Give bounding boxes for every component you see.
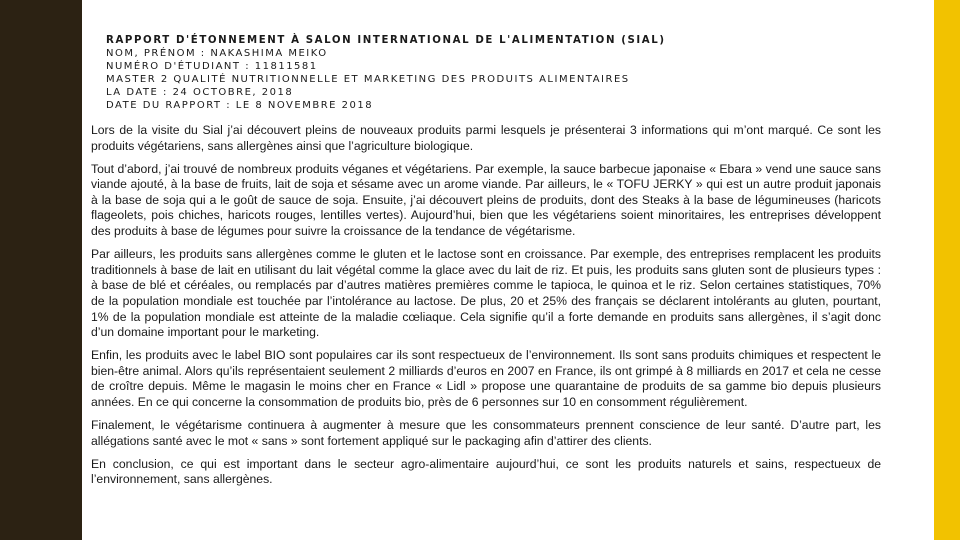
paragraph-vegetarian: Tout d’abord, j’ai trouvé de nombreux produits véganes et végétariens. Par exemple, la sauce barbecue japonaise « Ebara » vend une sauce sans viande ajouté, à la base de fruits, lait de soja et sésame avec un arome viande. Par ailleurs, le « TOFU JERKY » qui est un autre produit japonais à la base de soja qui a le goût de sauce de soja. Ensuite, j’ai découvert pleins de produits, dont des Steaks à la base de légumineuses (haricots flageolets, pois chiches, haricots rouges, lentilles vertes). Aujourd’hui, bien que les végétariens soient minoritaires, les entreprises développent des produits à base de légumes pour suivre la croissance de la tendance de végétarisme. (91, 161, 881, 239)
paragraph-finally: Finalement, le végétarisme continuera à augmenter à mesure que les consommateurs prennent conscience de leur santé. D’autre part, les allégations santé avec le mot « sans » sont fortement appliqué sur le packaging afin d’attirer des clients. (91, 418, 881, 448)
report-title: RAPPORT D'ÉTONNEMENT À SALON INTERNATIONAL DE L'ALIMENTATION (SIAL) (106, 35, 666, 46)
student-number: NUMÉRO D'ÉTUDIANT : 11811581 (106, 61, 318, 72)
report-date: DATE DU RAPPORT : LE 8 NOVEMBRE 2018 (106, 100, 374, 111)
program-name: MASTER 2 QUALITÉ NUTRITIONNELLE ET MARKETING DES PRODUITS ALIMENTAIRES (106, 74, 630, 85)
left-decorative-bar (0, 0, 82, 540)
paragraph-organic: Enfin, les produits avec le label BIO sont populaires car ils sont respectueux de l’environnement. Ils sont sans produits chimiques et respectent le bien-être animal. Alors qu’ils représentaient seulement 2 milliards d’euros en 2007 en France, ils ont grimpé à 8 milliards en 2017 et cela ne cesse de croître depuis. Même le magasin le moins cher en France « Lidl » propose une quarantaine de produits de sa gamme bio depuis plusieurs années. En ce qui concerne la consommation de produits bio, près de 6 personnes sur 10 en consomment régulièrement. (91, 348, 881, 409)
right-accent-bar (934, 0, 960, 540)
report-body (91, 123, 881, 495)
paragraph-intro: Lors de la visite du Sial j’ai découvert pleins de nouveaux produits parmi lesquels je présenterai 3 informations qui m’ont marqué. Ce sont les produits végétariens, sans allergènes ainsi que l’agriculture biologique. (91, 123, 881, 153)
student-name: NOM, PRÉNOM : NAKASHIMA MEIKO (106, 48, 328, 59)
visit-date: LA DATE : 24 OCTOBRE, 2018 (106, 87, 294, 98)
paragraph-allergen-free: Par ailleurs, les produits sans allergènes comme le gluten et le lactose sont en croissance. Par exemple, des entreprises remplacent les produits traditionnels à base de lait en utilisant du lait végétal comme la glace avec du lait de riz. Et puis, les produits sans gluten sont de plusieurs types : à base de blé et céréales, ou remplacés par d’autres matières premières comme le tapioca, le quinoa et le riz. Selon certaines statistiques, 70% de la population mondiale est touchée par l’intolérance au lactose. De plus, 20 et 25% des français se déclarent intolérants au gluten, pourtant, 1% de la population mondiale est atteinte de la maladie cœliaque. Cela signifie qu’il a forte demande en produits sans allergènes, il s’agit donc d’un domaine important pour le marketing. (91, 247, 881, 340)
paragraph-conclusion: En conclusion, ce qui est important dans le secteur agro-alimentaire aujourd’hui, ce sont les produits naturels et sains, respectueux de l’environnement, sans allergènes. (91, 456, 881, 487)
report-header (106, 34, 866, 112)
